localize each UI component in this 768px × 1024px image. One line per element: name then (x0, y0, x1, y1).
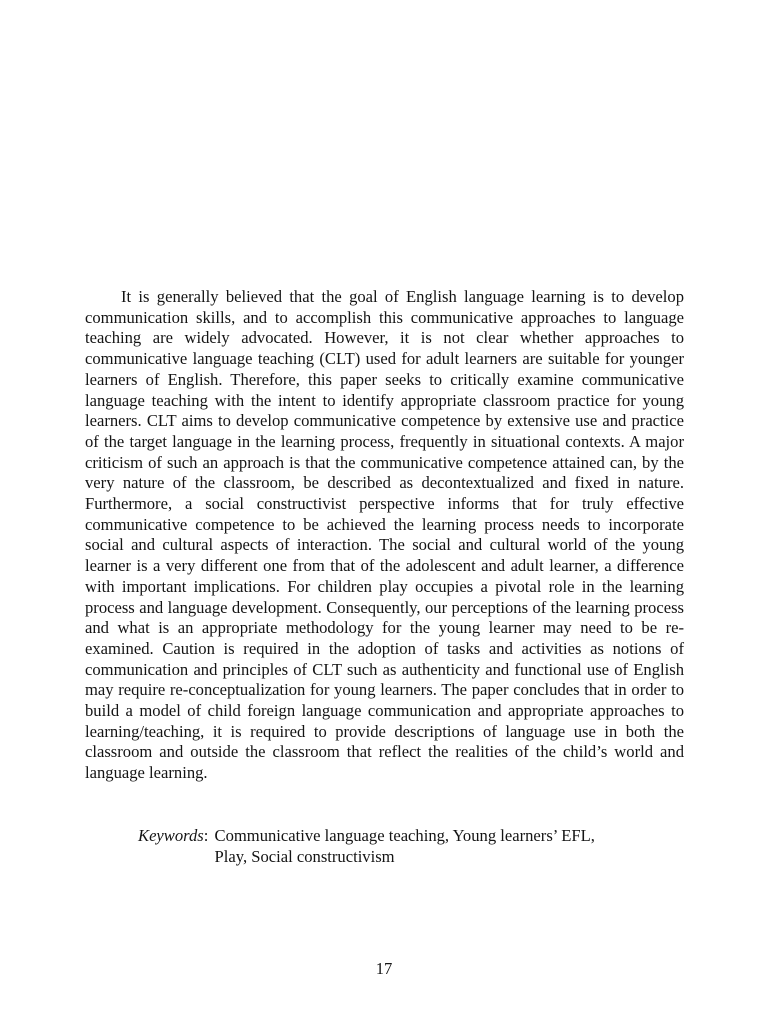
keywords-label: Keywords (138, 826, 204, 845)
keywords-line-2: Play, Social constructivism (214, 846, 395, 866)
abstract-paragraph: It is generally believed that the goal of English language learning is to develop communication skills, and to accomplish this communicative approaches to language teaching are widely advocated. However, it is not clear whether approaches to communicative language teaching (CLT) used for adult learners are suitable for younger learners of English. Therefore, this paper seeks to critically examine communicative language teaching with the intent to identify appropriate classroom practice for young learners. CLT aims to develop communicative competence by extensive use and practice of the target language in the learning process, frequently in situational contexts. A major criticism of such an approach is that the communicative competence attained can, by the very nature of the classroom, be described as decontextualized and fixed in nature. Furthermore, a social constructivist perspective informs that for truly effective communicative competence to be achieved the learning process needs to incorporate social and cultural aspects of interaction. The social and cultural world of the young learner is a very different one from that of the adolescent and adult learner, a difference with important implications. For children play occupies a pivotal role in the learning process and language development. Consequently, our perceptions of the learning process and what is an appropriate methodology for the young learner may need to be re-examined. Caution is required in the adoption of tasks and activities as notions of communication and principles of CLT such as authenticity and functional use of English may require re-conceptualization for young learners. The paper concludes that in order to build a model of child foreign language communication and appropriate approaches to learning/teaching, it is required to provide descriptions of language use in both the classroom and outside the classroom that reflect the realities of the child’s world and language learning. (85, 287, 684, 783)
keywords-colon: : (203, 826, 213, 845)
keywords-list (213, 826, 595, 867)
page-number: 17 (375, 959, 393, 978)
keywords-line-1: Communicative language teaching, Young learners’ EFL, (214, 826, 595, 845)
keywords-section (138, 826, 658, 867)
